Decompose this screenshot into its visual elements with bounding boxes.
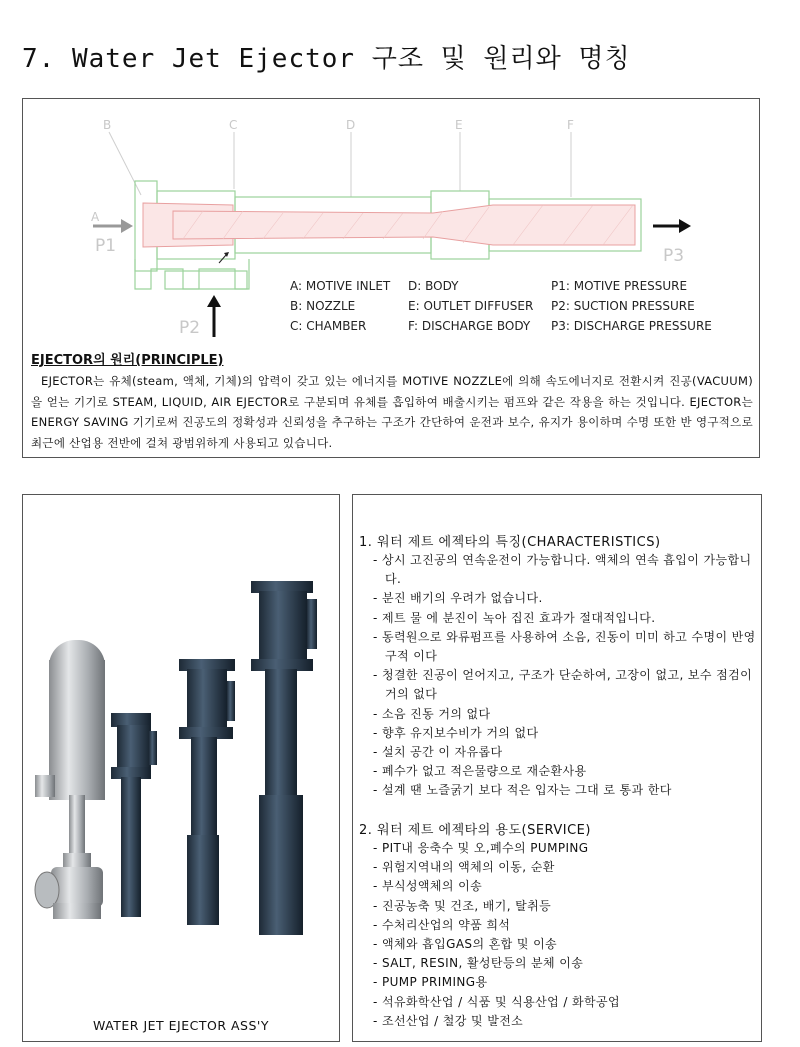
list-item: - 분진 배기의 우려가 없습니다. <box>363 589 758 608</box>
medium-blue-ejector-image <box>179 659 235 925</box>
suction-arrow-icon <box>207 295 221 337</box>
legend-item: E: OUTLET DIFFUSER <box>408 299 534 313</box>
list-item: - SALT, RESIN, 활성탄등의 분체 이송 <box>363 954 758 973</box>
characteristics-service-box <box>352 494 762 1042</box>
service-heading: 2. 워터 제트 에젝타의 용도(SERVICE) <box>359 823 591 838</box>
legend-item: P2: SUCTION PRESSURE <box>551 299 695 313</box>
characteristics-list <box>363 551 758 801</box>
legend-col-3 <box>551 279 712 333</box>
list-item: - 폐수가 없고 적은물량으로 재순환사용 <box>363 762 758 781</box>
photo-caption: WATER JET EJECTOR ASS'Y <box>93 1018 269 1033</box>
legend-item: P1: MOTIVE PRESSURE <box>551 279 688 293</box>
legend-item: B: NOZZLE <box>290 299 356 313</box>
characteristics-heading: 1. 워터 제트 에젝타의 특징(CHARACTERISTICS) <box>359 535 661 550</box>
legend-col-2 <box>408 279 533 333</box>
principle-heading: EJECTOR의 원리(PRINCIPLE) <box>31 353 224 368</box>
list-item: - PIT내 응축수 및 오,폐수의 PUMPING <box>363 839 758 858</box>
list-item: - 동력원으로 와류펌프를 사용하여 소음, 진동이 미미 하고 수명이 반영구적 이다 <box>363 628 758 666</box>
tall-blue-ejector-image <box>251 581 317 935</box>
label-e: E <box>455 118 463 132</box>
list-item: - 위험지역내의 액체의 이동, 순환 <box>363 858 758 877</box>
label-p1: P1 <box>95 236 117 256</box>
stainless-ejector-image <box>35 640 105 919</box>
list-item: - 진공농축 및 건조, 배기, 탈취등 <box>363 897 758 916</box>
small-blue-ejector-image <box>111 713 157 917</box>
list-item: - 소음 진동 거의 없다 <box>363 705 758 724</box>
service-list <box>363 839 758 1031</box>
list-item: - 석유화학산업 / 식품 및 식용산업 / 화학공업 <box>363 993 758 1012</box>
list-item: - 설계 땐 노즐굵기 보다 적은 입자는 그대 로 통과 한다 <box>363 781 758 800</box>
ejector-assembly-photo <box>23 495 339 1005</box>
list-item: - 상시 고진공의 연속운전이 가능합니다. 액체의 연속 흡입이 가능합니다. <box>363 551 758 589</box>
discharge-arrow-icon <box>653 219 691 233</box>
legend-item: F: DISCHARGE BODY <box>408 319 531 333</box>
list-item: - 향후 유지보수비가 거의 없다 <box>363 724 758 743</box>
label-p3: P3 <box>663 246 685 266</box>
legend-col-1 <box>290 279 390 333</box>
legend-item: A: MOTIVE INLET <box>290 279 391 293</box>
label-b: B <box>103 118 112 132</box>
label-a: A <box>91 210 100 224</box>
list-item: - 제트 물 에 분진이 녹아 집진 효과가 절대적입니다. <box>363 609 758 628</box>
legend-item: C: CHAMBER <box>290 319 367 333</box>
page-title: 7. Water Jet Ejector 구조 및 원리와 명칭 <box>22 44 631 74</box>
label-c: C <box>229 118 238 132</box>
legend-item: P3: DISCHARGE PRESSURE <box>551 319 712 333</box>
list-item: - 설치 공간 이 자유롭다 <box>363 743 758 762</box>
structure-principle-box <box>22 98 760 458</box>
label-d: D <box>346 118 356 132</box>
list-item: - 부식성액체의 이송 <box>363 877 758 896</box>
list-item: - 조선산업 / 철강 및 발전소 <box>363 1012 758 1031</box>
list-item: - 청결한 진공이 얻어지고, 구조가 단순하여, 고장이 없고, 보수 점검이 거의 없다 <box>363 666 758 704</box>
product-photo-box <box>22 494 340 1042</box>
label-p2: P2 <box>179 318 201 338</box>
label-f: F <box>567 118 574 132</box>
list-item: - 액체와 흡입GAS의 혼합 및 이송 <box>363 935 758 954</box>
principle-text: EJECTOR는 유체(steam, 액체, 기체)의 압력이 갖고 있는 에너지를 MOTIVE NOZZLE에 의해 속도에너지로 전환시켜 진공(VACUUM)을 얻는 기기로 STEAM, LIQUID, AIR EJECTOR로 구분되며 유체를 흡입하여 배출시키는 펌프와 같은 작용을 하는 것입니다. EJECTOR는 ENERGY SAVING 기기로써 진공도의 정확성과 신뢰성을 추구하는 구조가 간단하여 운전과 보수, 유지가 용이하며 수명 또한 반 영구적으로 최근에 산업용 전반에 걸쳐 광범위하게 사용되고 있습니다. <box>31 374 753 450</box>
legend-item: D: BODY <box>408 279 459 293</box>
list-item: - 수처리산업의 약품 희석 <box>363 916 758 935</box>
list-item: - PUMP PRIMING용 <box>363 973 758 992</box>
